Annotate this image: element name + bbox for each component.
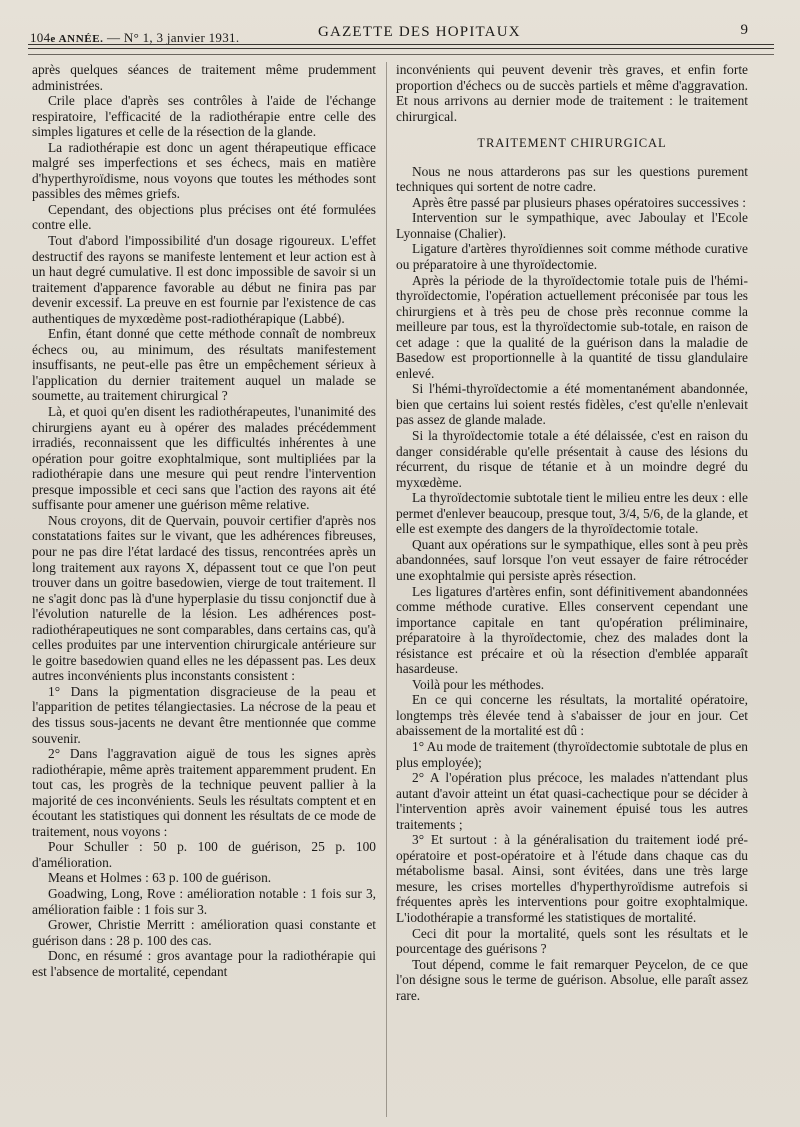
header-rule-top	[28, 44, 774, 45]
journal-title: GAZETTE DES HOPITAUX	[318, 24, 521, 40]
paragraph: 2° Dans l'aggravation aiguë de tous les signes après radiothérapie, même après traitement apparemment prudent. En tout cas, les progrès de la technique peuvent pallier à la majorité de ces inconvénients. Seuls les résultats comptent et en écoutant les statistiques qui donnent les résultats de ce mode de traitement, nous voyons :	[32, 746, 376, 839]
paragraph: inconvénients qui peuvent devenir très graves, et enfin forte proportion d'échecs ou de succès partiels et même d'aggravation. Et nous arrivons au dernier mode de traitement : le traitement chirurgical.	[396, 62, 748, 124]
paragraph: Là, et quoi qu'en disent les radiothérapeutes, l'unanimité des chirurgiens ayant eu à opérer des malades précédemment irradiés, reconnaissent que les difficultés inhérentes à une opération pour goitre exophtalmique, sont multipliées par la radiothérapie dans une mesure qui peut rendre l'intervention presque impossible et ceci sans que l'action des rayons ait été suffisante pour amener une guérison même relative.	[32, 404, 376, 513]
paragraph: Tout dépend, comme le fait remarquer Peycelon, de ce que l'on désigne sous le terme de guérison. Absolue, elle paraît assez rare.	[396, 956, 748, 1003]
right-column	[396, 62, 748, 1003]
header-rule-middle	[28, 48, 774, 49]
section-title: TRAITEMENT CHIRURGICAL	[477, 136, 667, 151]
left-column	[32, 62, 376, 979]
paragraph: Grower, Christie Merritt : amélioration quasi constante et guérison dans : 28 p. 100 des cas.	[32, 917, 376, 948]
paragraph: Intervention sur le sympathique, avec Jaboulay et l'Ecole Lyonnaise (Chalier).	[396, 210, 748, 241]
paragraph: 3° Et surtout : à la généralisation du traitement iodé pré-opératoire et post-opératoire et à l'étude dans chaque cas du métabolisme basal. Ainsi, sont évitées, dans une très large mesure, les crises mortelles d'hyperthyroïdisme autrefois si fréquentes après les interventions pour goitre exophtalmique. L'iodothérapie a transformé les statistiques de mortalité.	[396, 832, 748, 925]
paragraph: Donc, en résumé : gros avantage pour la radiothérapie qui est l'absence de mortalité, cependant	[32, 948, 376, 979]
paragraph: Crile place d'après ses contrôles à l'aide de l'échange respiratoire, l'efficacité de la radiothérapie entre celle des simples ligatures et celle de la résection de la glande.	[32, 93, 376, 140]
paragraph: Après la période de la thyroïdectomie totale puis de l'hémi-thyroïdectomie, l'opération actuellement préconisée par tous les chirurgiens et à très peu de chose près reconnue comme la meilleure par tous, est la thyroïdectomie sub-totale, en raison de cet adage : que la qualité de la guérison dans la maladie de Basedow est proportionnelle à la quantité de tissu glandulaire enlevé.	[396, 272, 748, 381]
paragraph: Les ligatures d'artères enfin, sont définitivement abandonnées comme méthode curative. Elles conservent cependant une importance capitale en tant qu'opération préliminaire, préparatoire à la thyroïdectomie, chez des malades dont la résistance est précaire et où la résection d'emblée apparaît hasardeuse.	[396, 583, 748, 677]
paragraph: Si l'hémi-thyroïdectomie a été momentanément abandonnée, bien que certains lui soient restés fidèles, c'est qu'elle n'enlevait pas assez de glande malade.	[396, 381, 748, 428]
paragraph: Ligature d'artères thyroïdiennes soit comme méthode curative ou préparatoire à une thyroïdectomie.	[396, 241, 748, 273]
issue-info: 104e ANNÉE. — N° 1, 3 janvier 1931.	[30, 30, 240, 45]
paragraph: Cependant, des objections plus précises ont été formulées contre elle.	[32, 201, 376, 233]
paragraph: Après être passé par plusieurs phases opératoires successives :	[412, 194, 746, 210]
paragraph: 1° Au mode de traitement (thyroïdectomie subtotale de plus en plus employée);	[396, 738, 748, 770]
paragraph: Tout d'abord l'impossibilité d'un dosage rigoureux. L'effet destructif des rayons se manifeste lentement et leur action est à un haut degré cumulative. Il est donc impossible de savoir si un traitement d'apparence favorable au début ne finira pas par devenir excessif. La preuve en est fournie par l'existence de cas authentiques de myxœdème post-radiothérapique (Labbé).	[32, 233, 376, 326]
paragraph: après quelques séances de traitement même prudemment administrées.	[32, 62, 376, 93]
paragraph: Si la thyroïdectomie totale a été délaissée, c'est en raison du danger considérable qu'elle présentait à cause des lésions du récurrent, du risque de tétanie et à un moindre degré du myxœdème.	[396, 428, 748, 490]
paragraph: Means et Holmes : 63 p. 100 de guérison.	[48, 870, 272, 886]
paragraph: Pour Schuller : 50 p. 100 de guérison, 25 p. 100 d'amélioration.	[32, 839, 376, 870]
paragraph: Nous ne nous attarderons pas sur les questions purement techniques qui sortent de notre cadre.	[396, 163, 748, 195]
paragraph: La thyroïdectomie subtotale tient le milieu entre les deux : elle permet d'enlever beaucoup, presque tout, 3/4, 5/6, de la glande, et elle est exempte des dangers de la thyroïdectomie totale.	[396, 490, 748, 537]
paragraph: Nous croyons, dit de Quervain, pouvoir certifier d'après nos constatations faites sur le vivant, que les adhérences fibreuses, pour ne pas dire l'état lardacé des tissus, rencontrées après un long traitement aux rayons X, dépassent tout ce que l'on peut trouver dans un goitre basedowien, vierge de tout traitement. Il ne s'agit donc pas là d'une hyperplasie du tissu conjonctif due à l'évolution naturelle de la lésion. Les adhérences post-radiothérapeutiques ne sont comparables, dans certains cas, qu'à celles produites par une intervention chirurgicale antérieure sur le goitre basedowien quand elles ne les dépassent pas. Les deux autres inconvénients plus inconstants consistent :	[32, 512, 376, 684]
paragraph: Goadwing, Long, Rove : amélioration notable : 1 fois sur 3, amélioration faible : 1 fois sur 3.	[32, 885, 376, 917]
paragraph: Voilà pour les méthodes.	[412, 676, 545, 692]
paragraph: Ceci dit pour la mortalité, quels sont les résultats et le pourcentage des guérisons ?	[396, 925, 748, 957]
paragraph: En ce qui concerne les résultats, la mortalité opératoire, longtemps très élevée tend à s'abaisser de jour en jour. Cet abaissement de la mortalité est dû :	[396, 692, 748, 739]
page-number: 9	[740, 22, 748, 38]
paragraph: 2° A l'opération plus précoce, les malades n'attendant plus autant d'avoir atteint un état quasi-cachectique pour se décider à l'intervention après avoir vainement épuisé tous les autres traitements ;	[396, 770, 748, 832]
header-rule-bottom	[28, 54, 774, 55]
paragraph: La radiothérapie est donc un agent thérapeutique efficace malgré ses imperfections et ses échecs, mais en matière d'hyperthyroïdisme, nous voyons que toutes les méthodes sont passibles des mêmes griefs.	[32, 139, 376, 202]
paragraph: Enfin, étant donné que cette méthode connaît de nombreux échecs ou, au minimum, des résultats manifestement insuffisants, ne peut-elle pas être un empêchement sérieux à l'application du dernier traitement auquel un malade se soumette, au traitement chirurgical ?	[32, 326, 376, 404]
column-divider	[386, 62, 387, 1117]
paragraph: 1° Dans la pigmentation disgracieuse de la peau et l'apparition de petites télangiectasies. La nécrose de la peau et des tissus sous-jacents ne devant être mentionnée que comme souvenir.	[32, 683, 376, 746]
paragraph: Quant aux opérations sur le sympathique, elles sont à peu près abandonnées, sauf lorsque l'on veut essayer de faire rétrocéder une exophtalmie qui persiste après résection.	[396, 536, 748, 583]
